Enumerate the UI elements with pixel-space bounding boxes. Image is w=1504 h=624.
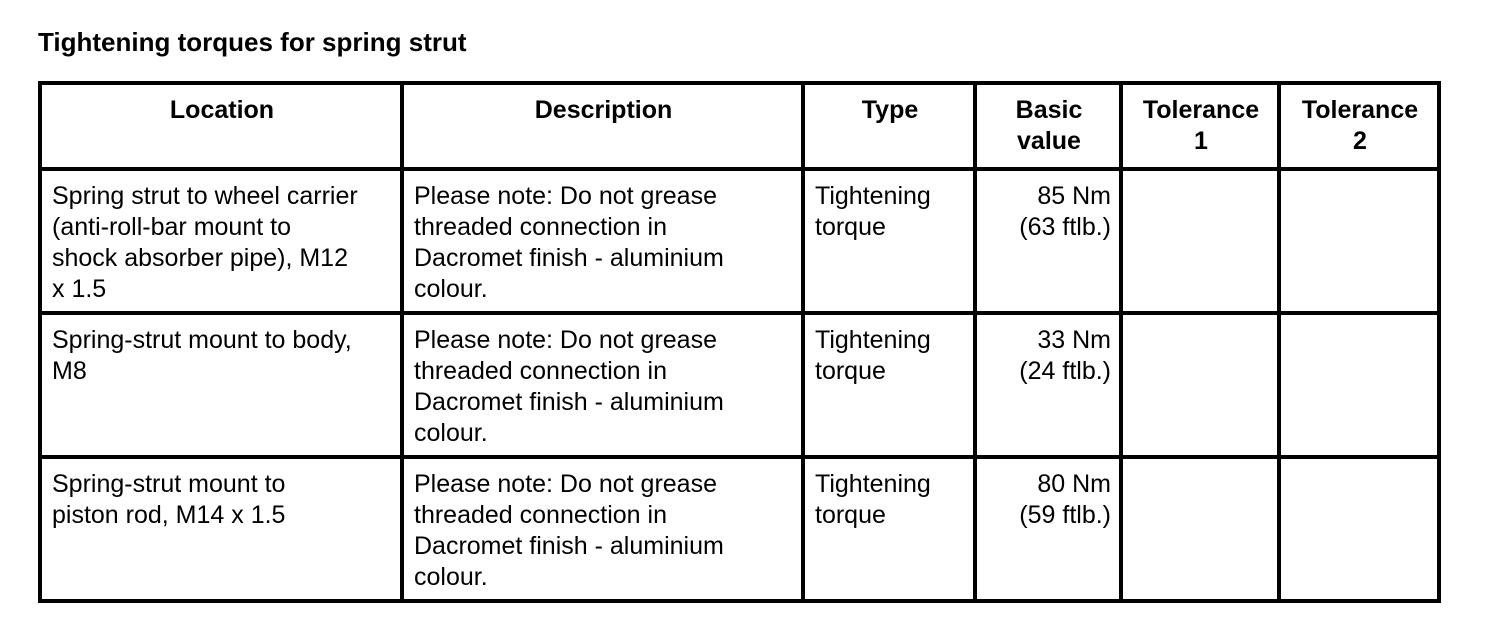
header-basic-value-line-1: Basic xyxy=(1015,96,1083,124)
cell-basic-value xyxy=(975,457,1121,601)
header-tolerance-1-line-2: 1 xyxy=(1194,127,1208,155)
header-tolerance-1-line-1: Tolerance xyxy=(1142,96,1260,124)
cell-location xyxy=(40,169,402,313)
description-line: Dacromet finish - aluminium xyxy=(414,244,724,272)
type-line: Tightening xyxy=(815,182,931,210)
type-line: torque xyxy=(815,213,886,241)
type-line: torque xyxy=(815,357,886,385)
header-basic-value xyxy=(975,83,1121,169)
description-line: Please note: Do not grease xyxy=(414,470,717,498)
cell-basic-value xyxy=(975,169,1121,313)
location-line: x 1.5 xyxy=(52,275,107,303)
header-tolerance-2-line-2: 2 xyxy=(1353,127,1367,155)
cell-tolerance-2 xyxy=(1279,169,1439,313)
location-line: piston rod, M14 x 1.5 xyxy=(52,501,286,529)
description-line: Please note: Do not grease xyxy=(414,326,717,354)
cell-type xyxy=(803,313,975,457)
location-line: Spring-strut mount to xyxy=(52,470,286,498)
description-line: threaded connection in xyxy=(414,213,667,241)
cell-location xyxy=(40,313,402,457)
type-line: Tightening xyxy=(815,326,931,354)
page-title: Tightening torques for spring strut xyxy=(38,27,467,57)
basic-value-ftlb: (63 ftlb.) xyxy=(1019,213,1111,241)
description-line: colour. xyxy=(414,419,488,447)
description-line: threaded connection in xyxy=(414,357,667,385)
description-line: Dacromet finish - aluminium xyxy=(414,388,724,416)
header-type xyxy=(803,83,975,169)
basic-value-nm: 33 Nm xyxy=(1037,326,1111,354)
cell-tolerance-2 xyxy=(1279,457,1439,601)
location-line: shock absorber pipe), M12 xyxy=(52,244,348,272)
table-row xyxy=(40,457,1439,601)
header-basic-value-line-2: value xyxy=(1017,127,1081,155)
basic-value-nm: 80 Nm xyxy=(1037,470,1111,498)
location-line: Spring strut to wheel carrier xyxy=(52,182,358,210)
type-line: torque xyxy=(815,501,886,529)
basic-value-nm: 85 Nm xyxy=(1037,182,1111,210)
cell-description xyxy=(402,457,803,601)
header-tolerance-2-line-1: Tolerance xyxy=(1301,96,1419,124)
header-location xyxy=(40,83,402,169)
location-line: M8 xyxy=(52,357,87,385)
cell-basic-value xyxy=(975,313,1121,457)
table-row xyxy=(40,169,1439,313)
header-location-label: Location xyxy=(169,96,275,124)
cell-tolerance-1 xyxy=(1121,457,1279,601)
location-line: Spring-strut mount to body, xyxy=(52,326,352,354)
cell-tolerance-1 xyxy=(1121,169,1279,313)
cell-type xyxy=(803,457,975,601)
cell-location xyxy=(40,457,402,601)
cell-tolerance-1 xyxy=(1121,313,1279,457)
header-tolerance-1 xyxy=(1121,83,1279,169)
header-row xyxy=(40,83,1439,169)
description-line: threaded connection in xyxy=(414,501,667,529)
header-tolerance-2 xyxy=(1279,83,1439,169)
description-line: colour. xyxy=(414,563,488,591)
description-line: Dacromet finish - aluminium xyxy=(414,532,724,560)
basic-value-ftlb: (59 ftlb.) xyxy=(1019,501,1111,529)
torque-table xyxy=(38,81,1441,603)
cell-description xyxy=(402,169,803,313)
basic-value-ftlb: (24 ftlb.) xyxy=(1019,357,1111,385)
cell-tolerance-2 xyxy=(1279,313,1439,457)
type-line: Tightening xyxy=(815,470,931,498)
header-type-label: Type xyxy=(861,96,919,124)
description-line: colour. xyxy=(414,275,488,303)
cell-description xyxy=(402,313,803,457)
cell-type xyxy=(803,169,975,313)
location-line: (anti-roll-bar mount to xyxy=(52,213,291,241)
header-description xyxy=(402,83,803,169)
header-description-label: Description xyxy=(534,96,673,124)
table-row xyxy=(40,313,1439,457)
description-line: Please note: Do not grease xyxy=(414,182,717,210)
